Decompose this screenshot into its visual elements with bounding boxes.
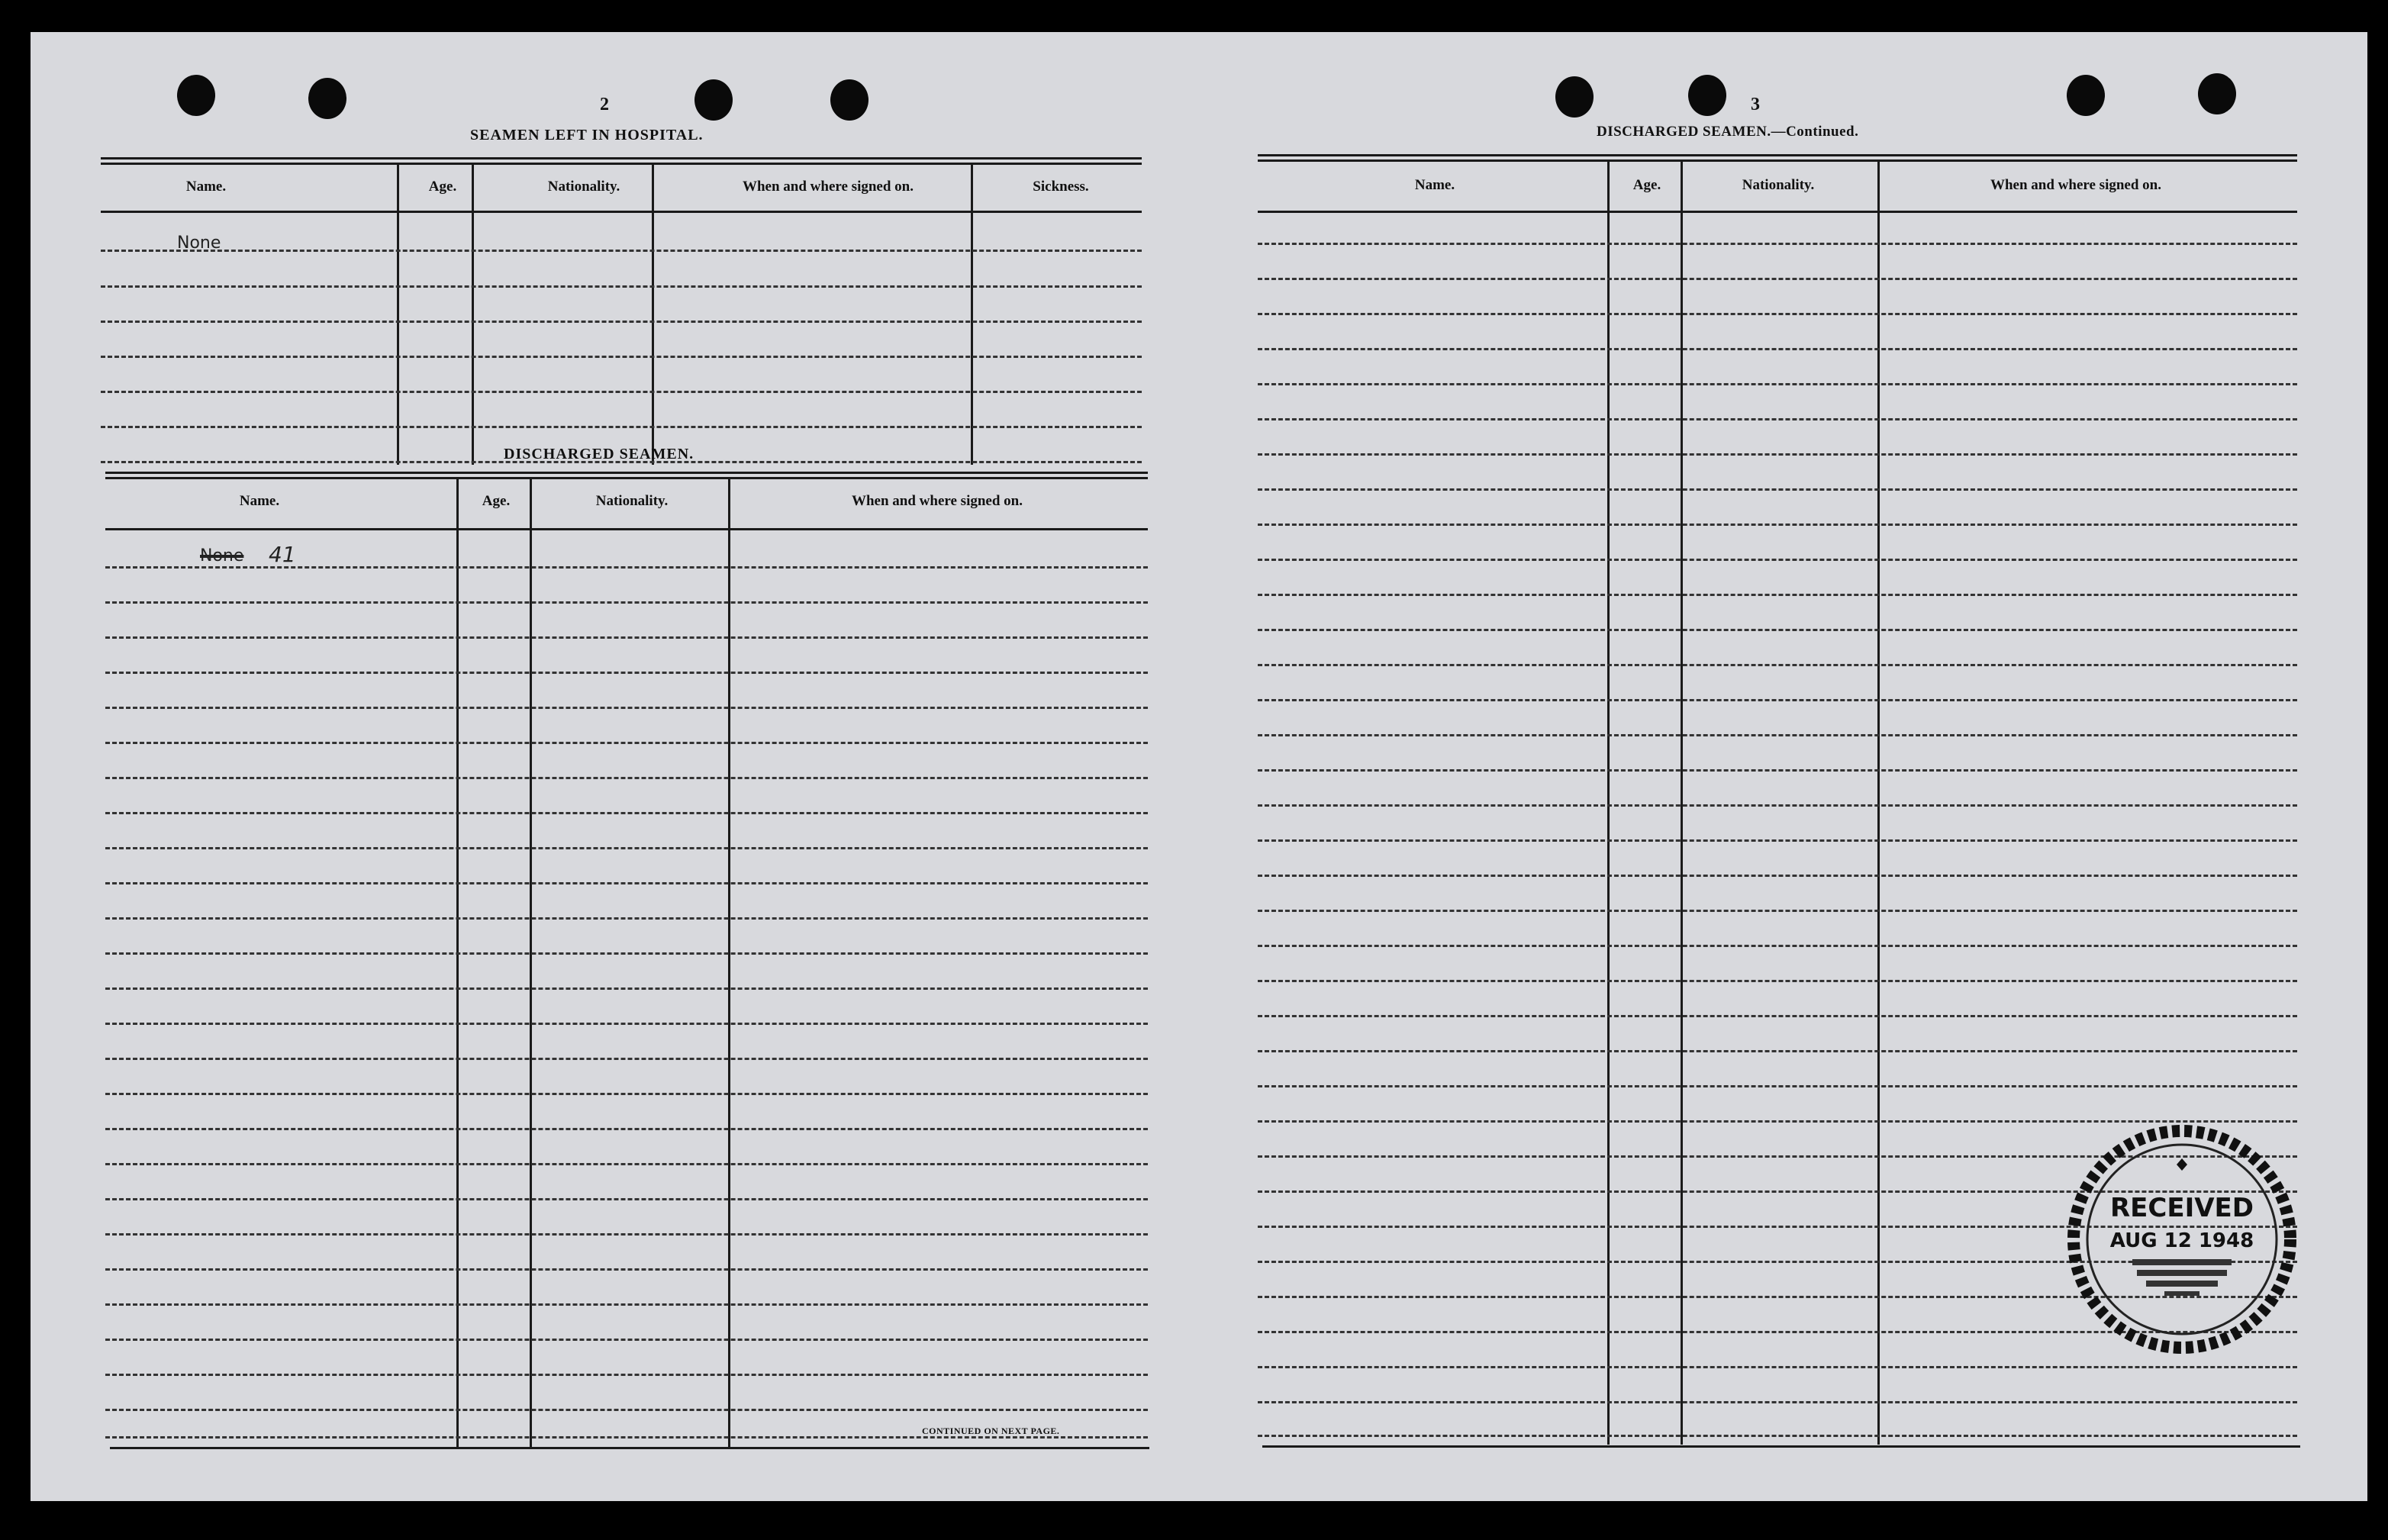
column-header-nationality: Nationality. — [1742, 177, 1815, 193]
column-header-name: Name. — [185, 179, 227, 195]
punch-hole — [2198, 73, 2236, 114]
punch-hole — [1688, 75, 1726, 116]
column-header-age: Age. — [428, 179, 457, 195]
document-sheet — [31, 32, 2367, 1501]
column-header-name: Name. — [1414, 177, 1455, 193]
column-header-nationality: Nationality. — [595, 493, 669, 509]
continued-note: CONTINUED ON NEXT PAGE. — [922, 1426, 1060, 1436]
punch-hole — [694, 79, 733, 121]
column-header-sickness: Sickness. — [1033, 179, 1089, 195]
received-stamp — [2064, 1125, 2300, 1354]
punch-hole — [830, 79, 869, 121]
punch-hole — [177, 75, 215, 116]
punch-hole — [308, 78, 346, 119]
page-number-left: 2 — [600, 95, 609, 114]
column-header-age: Age. — [1632, 177, 1661, 193]
column-header-nationality: Nationality. — [547, 179, 620, 195]
hospital-entry-none: None — [177, 234, 221, 253]
punch-hole — [1555, 76, 1594, 118]
discharged-entry-struck: None — [200, 546, 244, 565]
discharged-section-title: DISCHARGED SEAMEN. — [504, 446, 694, 462]
discharged-entry-handwritten-count: 41 — [269, 542, 296, 567]
column-header-signed-on: When and where signed on. — [1990, 177, 2161, 193]
page-number-right: 3 — [1751, 95, 1760, 114]
column-header-name: Name. — [239, 493, 280, 509]
hospital-section-title: SEAMEN LEFT IN HOSPITAL. — [470, 127, 704, 143]
stamp-received-text: RECEIVED — [2110, 1193, 2254, 1223]
discharged-continued-title: DISCHARGED SEAMEN.—Continued. — [1597, 124, 1859, 140]
stamp-date-text: AUG 12 1948 — [2109, 1229, 2254, 1252]
column-header-signed-on: When and where signed on. — [851, 493, 1023, 509]
column-header-signed-on: When and where signed on. — [742, 179, 914, 195]
column-header-age: Age. — [482, 493, 511, 509]
punch-hole — [2067, 75, 2105, 116]
